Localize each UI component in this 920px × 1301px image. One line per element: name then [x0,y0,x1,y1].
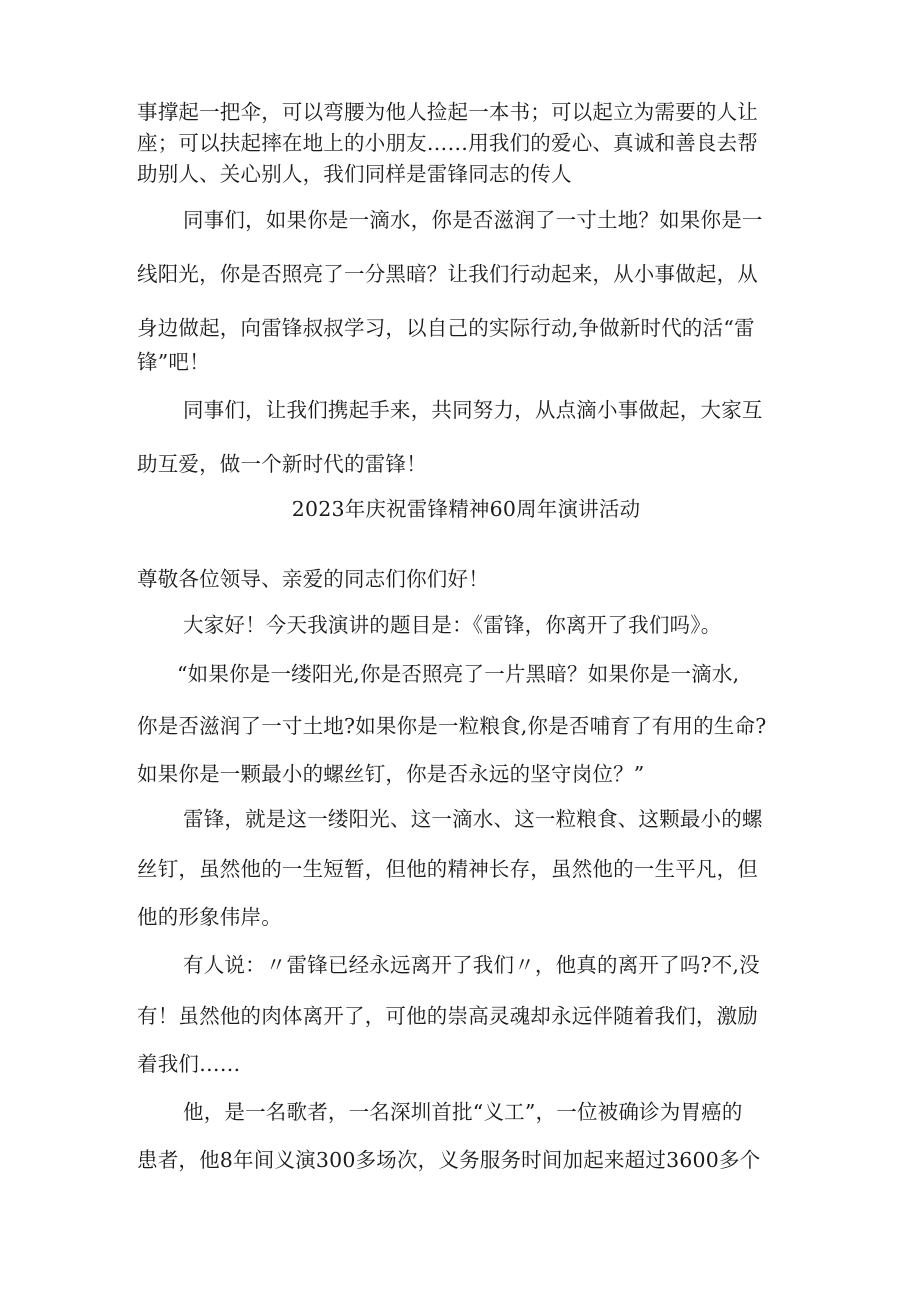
text-line: 他的形象伟岸。 [137,905,282,929]
paragraph-first-line: “如果你是一缕阳光,你是否照亮了一片黑暗？如果你是一滴水, [177,662,740,686]
text-line: 有！虽然他的肉体离开了，可他的崇高灵魂却永远伴随着我们，激励 [137,1004,758,1028]
text-line: 助别人、关心别人，我们同样是雷锋同志的传人 [137,162,572,186]
paragraph-first-line: 他，是一名歌者，一名深圳首批“义工”，一位被确诊为胃癌的 [183,1100,743,1124]
text-line: 锋”吧！ [137,350,210,374]
paragraph-first-line: 有人说：〃雷锋已经永远离开了我们〃，他真的离开了吗?不,没 [183,953,760,977]
text-line: 事撑起一把伞，可以弯腰为他人捡起一本书；可以起立为需要的人让 [137,100,758,124]
paragraph-first-line: 同事们，如果你是一滴水，你是否滋润了一寸土地？如果你是一 [183,208,763,232]
text-line: 助互爱，做一个新时代的雷锋！ [137,452,427,476]
text-line: 线阳光，你是否照亮了一分黑暗？让我们行动起来，从小事做起，从 [137,262,758,286]
salutation: 尊敬各位领导、亲爱的同志们你们好！ [137,567,489,591]
text-line: 如果你是一颗最小的螺丝钉，你是否永远的坚守岗位？” [137,762,645,786]
text-line: 患者，他8年间义演300多场次，义务服务时间加起来超过3600多个 [137,1148,761,1172]
text-line: 座；可以扶起摔在地上的小朋友……用我们的爱心、真诚和善良去帮 [137,131,758,155]
paragraph-first-line: 雷锋，就是这一缕阳光、这一滴水、这一粒粮食、这颗最小的螺 [183,807,763,831]
text-line: 你是否滋润了一寸土地?如果你是一粒粮食,你是否哺育了有用的生命? [137,714,767,738]
section-heading: 2023年庆祝雷锋精神60周年演讲活动 [291,497,641,521]
paragraph-first-line: 大家好！今天我演讲的题目是：《雷锋，你离开了我们吗》。 [183,613,722,637]
text-line: 丝钉，虽然他的一生短暂，但他的精神长存，虽然他的一生平凡，但 [137,857,758,881]
text-line: 着我们…… [137,1052,241,1076]
paragraph-first-line: 同事们，让我们携起手来，共同努力，从点滴小事做起，大家互 [183,398,763,422]
text-line: 身边做起，向雷锋叔叔学习，以自己的实际行动,争做新时代的活“雷 [137,316,755,340]
